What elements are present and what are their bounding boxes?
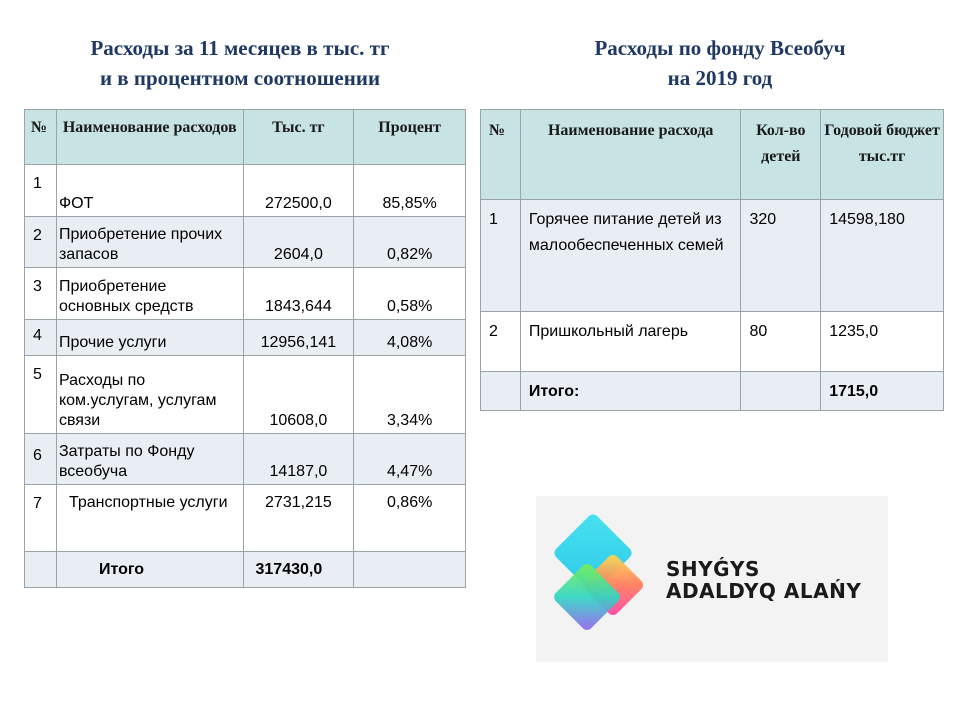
row-name [56, 165, 243, 217]
row-count: 80 [741, 312, 821, 372]
total-number-cell [25, 552, 57, 588]
total-value: 317430,0 [243, 552, 354, 588]
row-number: 2 [481, 312, 521, 372]
header-percent: Процент [354, 110, 466, 165]
row-name [56, 217, 243, 268]
row-value: 1843,644 [243, 268, 354, 320]
right-title-line2: на 2019 год [667, 66, 773, 90]
row-name [56, 268, 243, 320]
left-title-line2: и в процентном соотношении [99, 66, 381, 90]
logo-wordmark [666, 558, 861, 602]
row-name [56, 485, 243, 552]
total-percent-cell [354, 552, 466, 588]
row-name [56, 434, 243, 485]
logo-text-line2: ADALDYQ ALAŃY [666, 579, 862, 603]
row-name: Пришкольный лагерь [520, 312, 741, 372]
table-row [481, 200, 944, 312]
logo-text-line1: SHYǴYS [666, 557, 760, 581]
row-number: 1 [25, 165, 57, 217]
row-number: 5 [25, 356, 57, 434]
total-label: Итого: [520, 372, 741, 411]
expenses-table [24, 109, 466, 588]
row-value: 2604,0 [243, 217, 354, 268]
row-percent: 85,85% [354, 165, 466, 217]
row-name [56, 320, 243, 356]
table-row [25, 485, 466, 552]
row-name-text: Расходы по ком.услугам, услугам связи [58, 372, 217, 429]
row-number: 3 [25, 268, 57, 320]
row-percent: 4,47% [354, 434, 466, 485]
right-table-title [480, 33, 960, 93]
row-value: 272500,0 [243, 165, 354, 217]
row-budget: 14598,180 [821, 200, 944, 312]
row-name-text: Приобретение прочих запасов [58, 226, 223, 263]
table-total-row [481, 372, 944, 411]
row-number: 2 [25, 217, 57, 268]
header-budget: Годовой бюджет тыс.тг [821, 110, 944, 200]
row-number: 4 [25, 320, 57, 356]
row-value: 12956,141 [243, 320, 354, 356]
header-count: Кол-во детей [741, 110, 821, 200]
header-number: № [481, 110, 521, 200]
row-percent: 0,82% [354, 217, 466, 268]
row-percent: 3,34% [354, 356, 466, 434]
table-header-row [481, 110, 944, 200]
row-percent: 0,86% [354, 485, 466, 552]
row-value: 10608,0 [243, 356, 354, 434]
table-row [25, 165, 466, 217]
logo-mark-icon [546, 510, 666, 650]
table-row [25, 268, 466, 320]
table-row [25, 217, 466, 268]
table-total-row [25, 552, 466, 588]
total-number-cell [481, 372, 521, 411]
row-name [56, 356, 243, 434]
row-number: 6 [25, 434, 57, 485]
total-value: 1715,0 [821, 372, 944, 411]
row-name-text: ФОТ [58, 195, 94, 212]
table-row [25, 356, 466, 434]
total-label: Итого [56, 552, 243, 588]
header-name: Наименование расходов [56, 110, 243, 165]
row-number: 7 [25, 485, 57, 552]
table-row [25, 434, 466, 485]
row-percent: 4,08% [354, 320, 466, 356]
row-percent: 0,58% [354, 268, 466, 320]
left-table-title [20, 33, 460, 93]
row-count: 320 [741, 200, 821, 312]
row-value: 14187,0 [243, 434, 354, 485]
total-count-cell [741, 372, 821, 411]
table-header-row [25, 110, 466, 165]
header-name: Наименование расхода [520, 110, 741, 200]
row-name-text: Затраты по Фонду всеобуча [58, 443, 195, 480]
table-row [25, 320, 466, 356]
left-title-line1: Расходы за 11 месяцев в тыс. тг [90, 36, 390, 60]
row-name-text: Транспортные услуги [68, 494, 228, 511]
row-name: Горячее питание детей из малообеспеченных семей [520, 200, 741, 312]
vseobuch-table [480, 109, 944, 411]
row-number: 1 [481, 200, 521, 312]
row-budget: 1235,0 [821, 312, 944, 372]
right-title-line1: Расходы по фонду Всеобуч [594, 36, 846, 60]
header-value: Тыс. тг [243, 110, 354, 165]
table-row [481, 312, 944, 372]
row-value: 2731,215 [243, 485, 354, 552]
row-name-text: Приобретение основных средств [58, 278, 194, 315]
row-name-text: Прочие услуги [58, 334, 167, 351]
header-number: № [25, 110, 57, 165]
